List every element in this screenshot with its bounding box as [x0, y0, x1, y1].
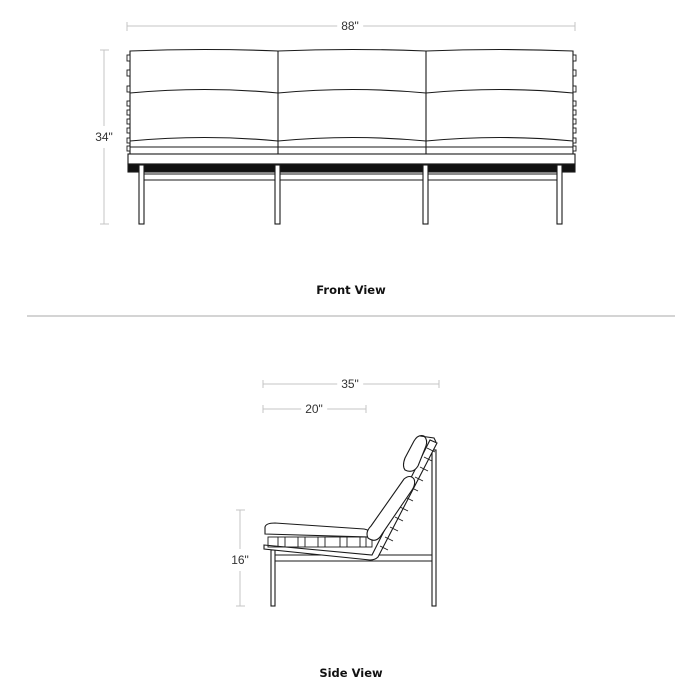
side-view-caption: Side View: [319, 666, 383, 680]
front-width-label: 88": [337, 19, 363, 33]
side-seat-depth-label: 20": [301, 402, 327, 416]
side-depth-label: 35": [337, 377, 363, 391]
front-view-caption: Front View: [316, 283, 386, 297]
side-seat-height-label: 16": [231, 549, 249, 571]
front-height-label: 34": [95, 126, 113, 148]
sofa-side: [264, 436, 437, 606]
